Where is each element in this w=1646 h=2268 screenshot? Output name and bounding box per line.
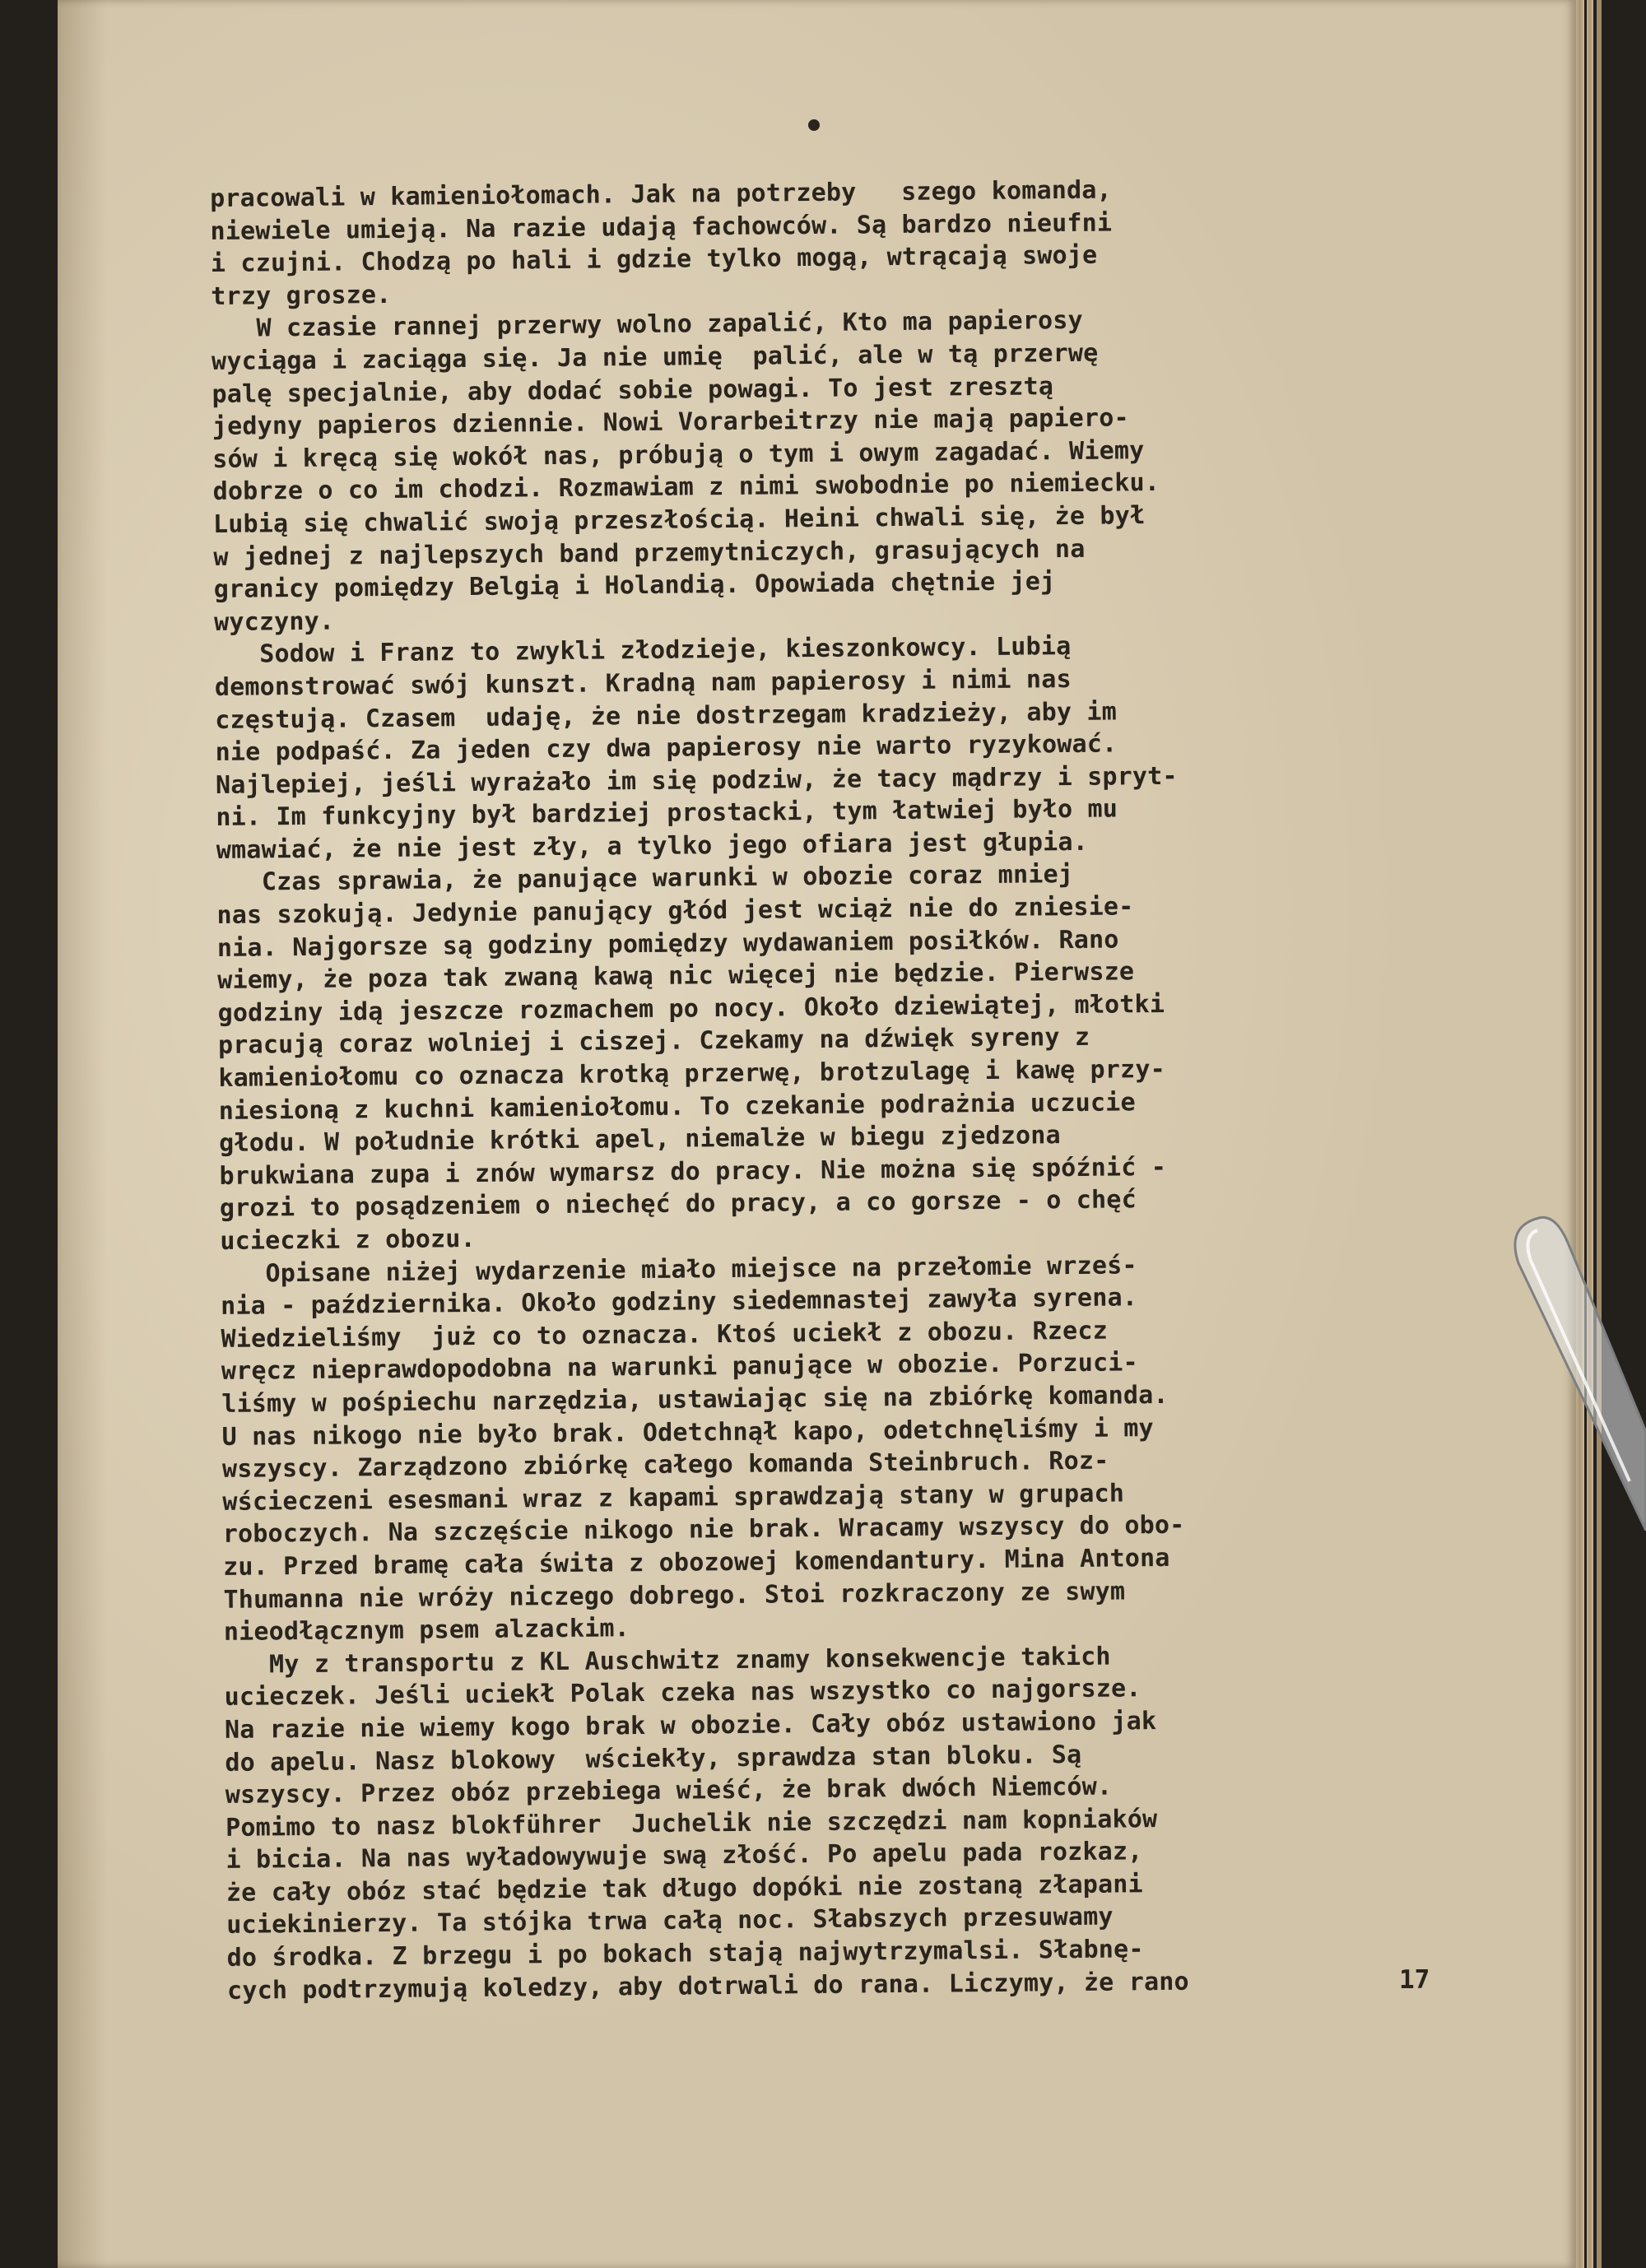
text-line: demonstrować swój kunszt. Kradną nam papierosy i nimi nas <box>214 664 1072 702</box>
text-line: Czas sprawia, że panujące warunki w obozie coraz mniej <box>216 860 1074 898</box>
text-line: Wiedzieliśmy już co to oznacza. Ktoś uciekł z obozu. Rzecz <box>221 1316 1109 1354</box>
text-line: Pomimo to nasz blokführer Juchelik nie szczędzi nam kopniaków <box>226 1804 1158 1843</box>
page-edge <box>1576 0 1584 2268</box>
text-line: Lubią się chwalić swoją przeszłością. Heini chwali się, że był <box>212 501 1146 539</box>
text-line: nia - października. Około godziny siedemnastej zawyła syrena. <box>220 1283 1138 1322</box>
text-line: Opisane niżej wydarzenie miało miejsce na przełomie wrześ- <box>220 1250 1137 1289</box>
text-line: głodu. W południe krótki apel, niemalże w biegu zjedzona <box>219 1121 1061 1159</box>
text-line: zu. Przed bramę cała świta z obozowej komendantury. Mina Antona <box>222 1543 1170 1582</box>
text-line: trzy grosze. <box>211 280 392 311</box>
text-line: nas szokują. Jedynie panujący głód jest wciąż nie do zniesie- <box>216 892 1134 931</box>
text-line: że cały obóz stać będzie tak długo dopóki nie zostaną złapani <box>226 1870 1144 1908</box>
text-line: Najlepiej, jeśli wyrażało im się podziw, że tacy mądrzy i spryt- <box>215 761 1178 800</box>
text-line: granicy pomiędzy Belgią i Holandią. Opowiada chętnie jej <box>213 567 1056 605</box>
text-line: i czujni. Chodzą po hali i gdzie tylko mogą, wtrącają swoje <box>210 240 1098 279</box>
text-line: grozi to posądzeniem o niechęć do pracy, a co gorsze - o chęć <box>219 1185 1137 1224</box>
text-line: jedyny papieros dziennie. Nowi Vorarbeitrzy nie mają papiero- <box>212 403 1129 442</box>
text-line: częstują. Czasem udaję, że nie dostrzegam kradzieży, aby im <box>215 696 1118 735</box>
text-line: ni. Im funkcyjny był bardziej prostacki, tym łatwiej było mu <box>216 794 1118 833</box>
text-line: wyciąga i zaciąga się. Ja nie umię palić, ale w tą przerwę <box>211 338 1099 376</box>
text-line: nieodłącznym psem alzackim. <box>223 1614 630 1648</box>
page-edge <box>1587 0 1593 2268</box>
text-line: U nas nikogo nie było brak. Odetchnął kapo, odetchnęliśmy i my <box>221 1413 1154 1452</box>
text-line: niesioną z kuchni kamieniołomu. To czekanie podrażnia uczucie <box>218 1087 1136 1126</box>
text-line: sów i kręcą się wokół nas, próbują o tym i owym zagadać. Wiemy <box>212 435 1145 474</box>
text-line: do apelu. Nasz blokowy wściekły, sprawdza stan bloku. Są <box>225 1740 1082 1778</box>
text-line: My z transportu z KL Auschwitz znamy konsekwencje takich <box>224 1642 1111 1680</box>
text-line: wszyscy. Zarządzono zbiórkę całego komanda Steinbruch. Roz- <box>221 1446 1109 1485</box>
text-line: w jednej z najlepszych band przemytniczych, grasujących na <box>213 534 1086 572</box>
text-line: ucieczki z obozu. <box>220 1224 476 1256</box>
text-line: roboczych. Na szczęście nikogo nie brak. Wracamy wszyscy do obo- <box>222 1511 1185 1550</box>
text-line: pracowali w kamieniołomach. Jak na potrzeby szego komanda, <box>210 175 1113 213</box>
text-line: do środka. Z brzegu i po bokach stają najwytrzymalsi. Słabnę- <box>226 1935 1144 1973</box>
text-line: wmawiać, że nie jest zły, a tylko jego ofiara jest głupia. <box>216 827 1089 865</box>
text-line: cych podtrzymują koledzy, aby dotrwali do rana. Liczymy, że rano <box>226 1967 1189 2005</box>
text-line: Na razie nie wiemy kogo brak w obozie. Cały obóz ustawiono jak <box>224 1706 1157 1745</box>
text-line: pracują coraz wolniej i ciszej. Czekamy na dźwięk syreny z <box>217 1023 1090 1061</box>
text-line: wszyscy. Przez obóz przebiega wieść, że brak dwóch Niemców. <box>225 1772 1113 1810</box>
text-line: W czasie rannej przerwy wolno zapalić, Kto ma papierosy <box>211 306 1083 344</box>
text-line: godziny idą jeszcze rozmachem po nocy. Około dziewiątej, młotki <box>217 989 1165 1028</box>
page-edge <box>1597 0 1602 2268</box>
text-line: wręcz nieprawdopodobna na warunki panujące w obozie. Porzuci- <box>221 1348 1138 1387</box>
text-line: dobrze o co im chodzi. Rozmawiam z nimi swobodnie po niemiecku. <box>212 468 1160 507</box>
text-line: ucieczek. Jeśli uciekł Polak czeka nas wszystko co najgorsze. <box>224 1674 1142 1713</box>
text-line: wyczyny. <box>213 607 335 637</box>
text-line: Thumanna nie wróży niczego dobrego. Stoi rozkraczony ze swym <box>223 1576 1126 1615</box>
page-number: 17 <box>1399 1965 1430 1995</box>
text-line: brukwiana zupa i znów wymarsz do pracy. Nie można się spóźnić - <box>219 1152 1167 1191</box>
body-text <box>210 171 1462 2008</box>
ink-dot <box>808 119 820 131</box>
text-line: liśmy w pośpiechu narzędzia, ustawiając się na zbiórkę komanda. <box>221 1380 1169 1419</box>
page-clip-icon <box>1490 1185 1646 1531</box>
text-line: uciekinierzy. Ta stójka trwa całą noc. Słabszych przesuwamy <box>226 1903 1114 1940</box>
text-line: Sodow i Franz to zwykli złodzieje, kieszonkowcy. Lubią <box>214 632 1072 670</box>
text-line: kamieniołomu co oznacza krotką przerwę, brotzulagę i kawę przy- <box>218 1054 1166 1093</box>
text-line: nie podpaść. Za jeden czy dwa papierosy nie warto ryzykować. <box>215 729 1118 768</box>
text-line: wiemy, że poza tak zwaną kawą nic więcej nie będzie. Pierwsze <box>217 957 1135 996</box>
text-line: i bicia. Na nas wyładowywuje swą złość. Po apelu pada rozkaz, <box>226 1837 1143 1875</box>
text-line: wścieczeni esesmani wraz z kapami sprawdzają stany w grupach <box>222 1479 1125 1517</box>
text-line: nia. Najgorsze są godziny pomiędzy wydawaniem posiłków. Rano <box>216 925 1119 963</box>
text-line: palę specjalnie, aby dodać sobie powagi. To jest zresztą <box>212 371 1054 409</box>
text-line: niewiele umieją. Na razie udają fachowców. Są bardzo nieufni <box>210 208 1113 246</box>
